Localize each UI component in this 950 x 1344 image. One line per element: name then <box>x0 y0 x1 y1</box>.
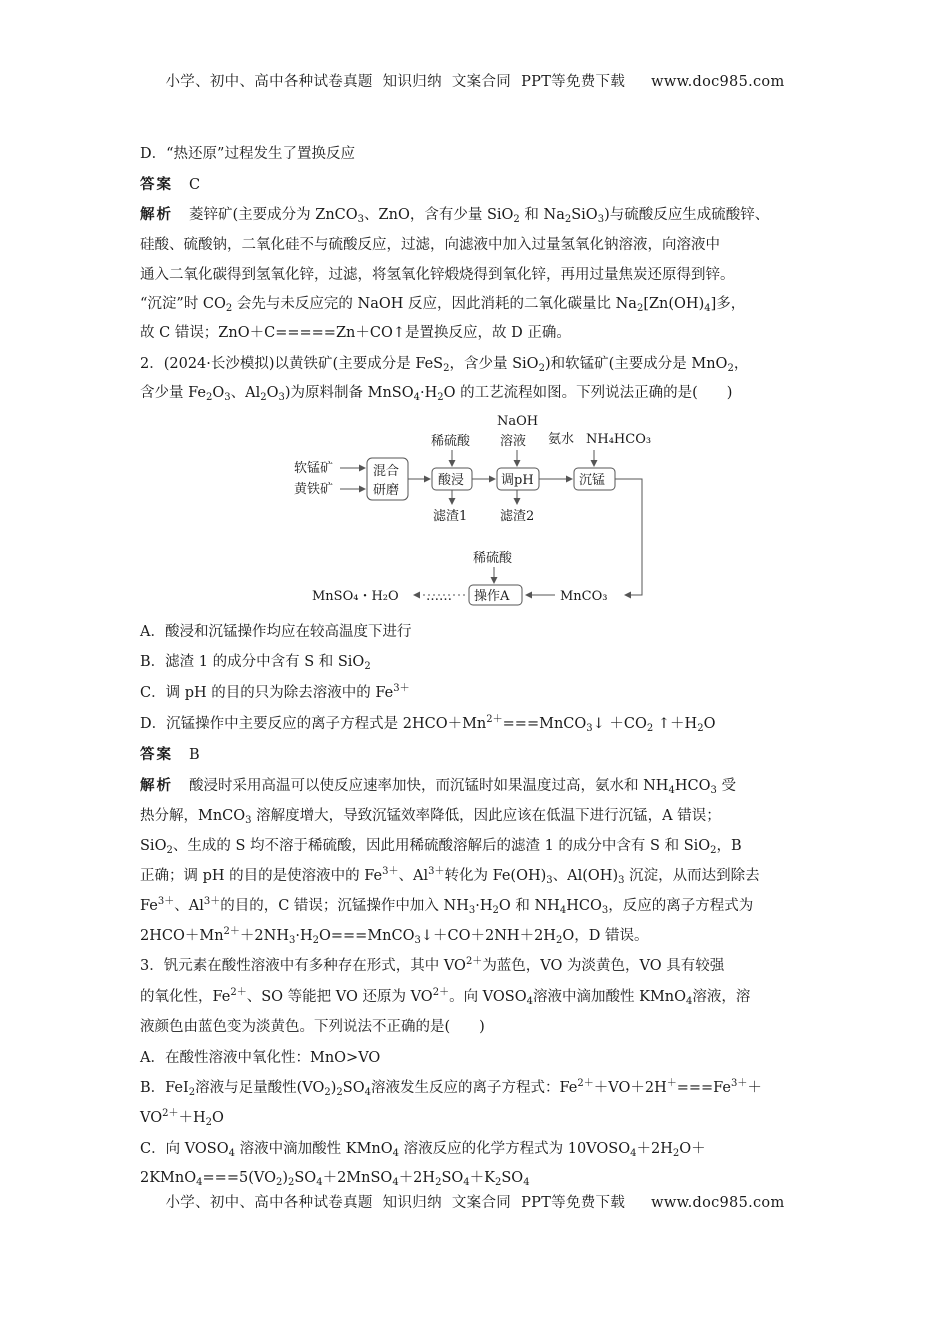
header-url[interactable]: www.doc985.com <box>651 74 785 90</box>
subscript: 2 <box>166 845 173 856</box>
text: O <box>212 1110 224 1126</box>
text: ) <box>330 1080 337 1096</box>
text: ＋2H <box>398 1170 436 1186</box>
q2-stem <box>140 383 732 403</box>
subscript: 4 <box>196 1177 203 1188</box>
text: O 和 NH <box>498 898 560 914</box>
subscript: 3 <box>586 723 593 734</box>
subscript: 3 <box>357 214 365 225</box>
subscript: 2 <box>636 303 644 314</box>
text: ＋2MnSO <box>322 1170 393 1186</box>
step-label: 调pH <box>501 473 534 488</box>
text: 的目的，C 错误；沉锰操作中加入 NH <box>220 898 469 914</box>
text: ＋VO＋2H <box>593 1080 667 1096</box>
header-item: PPT等免费下载 <box>521 74 626 90</box>
subscript: 2 <box>710 845 717 856</box>
text: SO <box>294 1170 317 1186</box>
text: [Zn(OH) <box>643 296 705 312</box>
text: 和 Na <box>519 207 565 223</box>
q1-analysis-line: 故 C 错误；ZnO＋C=====Zn＋CO↑是置换反应，故 D 正确。 <box>140 325 571 341</box>
q1-answer <box>140 175 200 195</box>
text: ＋2H <box>636 1141 673 1157</box>
reagent-label: 稀硫酸 <box>473 551 513 566</box>
q1-option-d: D．“热还原”过程发生了置换反应 <box>140 146 355 162</box>
residue-label: 滤渣2 <box>500 509 535 524</box>
q2-analysis-line <box>140 806 721 826</box>
text: ＋2NH <box>239 928 289 944</box>
subscript: 2 <box>564 214 572 225</box>
q1-analysis-line: 通入二氧化碳得到氢氧化锌，过滤，将氢氧化锌煅烧得到氧化锌，再用过量焦炭还原得到锌。 <box>140 267 735 283</box>
reagent-label: 溶液 <box>500 434 527 449</box>
answer-value: B <box>189 747 200 763</box>
superscript: 2＋ <box>486 714 503 725</box>
text: ) <box>282 1170 288 1186</box>
header-item: 小学、初中、高中各种试卷真题 <box>165 74 373 90</box>
subscript: 3 <box>245 815 252 826</box>
footer-url[interactable]: www.doc985.com <box>651 1195 785 1211</box>
text: ↓＋CO＋2NH＋2H <box>420 928 556 944</box>
text: ↑＋H <box>653 716 698 732</box>
subscript: 4 <box>668 785 675 796</box>
text: 沉淀，从而达到除去 <box>624 868 760 884</box>
superscript: 2＋ <box>432 987 450 998</box>
text: 、ZnO，含有少量 SiO <box>364 207 514 223</box>
text: 溶液与足量酸性(VO <box>195 1080 325 1096</box>
subscript: 3 <box>288 935 296 946</box>
q2-option-d <box>140 714 715 734</box>
subscript: 2 <box>494 1177 502 1188</box>
subscript: 4 <box>316 1177 323 1188</box>
subscript: 4 <box>523 1177 530 1188</box>
text: O===MnCO <box>319 928 415 944</box>
text: ＋H <box>178 1110 206 1126</box>
text: O＋ <box>679 1141 706 1157</box>
text: SO <box>342 1080 365 1096</box>
text: 2．(2024·长沙模拟)以黄铁矿(主要成分是 FeS <box>140 356 444 372</box>
text: 转化为 Fe(OH) <box>444 868 547 884</box>
text: 3．钒元素在酸性溶液中有多种存在形式，其中 VO <box>140 958 466 974</box>
product-label: MnSO₄・H₂O <box>312 589 399 604</box>
superscript: 3＋ <box>393 683 410 694</box>
text: 的氧化性，Fe <box>140 989 231 1005</box>
subscript: 4 <box>228 1148 236 1159</box>
text: 2KMnO <box>140 1170 197 1186</box>
text: ，反应的离子方程式为 <box>608 898 754 914</box>
superscript: 3＋ <box>731 1078 748 1089</box>
text: 2HCO＋Mn <box>140 928 224 944</box>
subscript: 3 <box>597 214 605 225</box>
superscript: 2＋ <box>465 956 483 967</box>
text: ·H <box>475 898 493 914</box>
subscript: 2 <box>697 723 704 734</box>
arrow <box>615 479 642 595</box>
subscript: 2 <box>336 1087 343 1098</box>
q3-option-a: A．在酸性溶液中氧化性：MnO>VO <box>140 1050 381 1066</box>
subscript: 3 <box>278 392 285 403</box>
superscript: 3＋ <box>203 896 221 907</box>
superscript: 3＋ <box>382 866 399 877</box>
subscript: 4 <box>704 303 711 314</box>
q2-answer <box>140 745 200 765</box>
q1-analysis-line <box>140 294 745 314</box>
input-label: 软锰矿 <box>294 461 334 476</box>
text: SO <box>501 1170 524 1186</box>
subscript: 2 <box>513 214 520 225</box>
subscript: 3 <box>618 875 625 886</box>
subscript: 2 <box>275 1177 283 1188</box>
analysis-label: 解析 <box>140 206 173 223</box>
answer-label: 答案 <box>140 176 173 193</box>
footer-item: 小学、初中、高中各种试卷真题 <box>165 1195 373 1211</box>
q3-option-c <box>140 1168 530 1188</box>
step-label: 混合 <box>373 464 400 479</box>
q1-analysis-line: 硅酸、硫酸钠，二氧化硅不与硫酸反应，过滤，向滤液中加入过量氢氧化钠溶液，向溶液中 <box>140 237 720 253</box>
subscript: 2 <box>364 661 371 672</box>
text: 、Al <box>174 898 204 914</box>
text: 、SO 等能把 VO 还原为 VO <box>246 989 433 1005</box>
subscript: 2 <box>538 363 545 374</box>
q1-analysis-line <box>140 205 769 225</box>
text: 、Al <box>398 868 429 884</box>
q2-option-b <box>140 652 371 672</box>
text: 溶液中滴加酸性 KMnO <box>235 1141 393 1157</box>
q3-option-b <box>140 1078 762 1098</box>
text: ]多， <box>710 296 746 312</box>
text: ，B <box>716 838 742 854</box>
subscript: 2 <box>492 905 499 916</box>
q3-stem <box>140 987 750 1007</box>
page-footer <box>0 1191 950 1212</box>
q3-stem <box>140 956 724 976</box>
subscript: 4 <box>463 1177 470 1188</box>
subscript: 3 <box>601 905 609 916</box>
text: ===MnCO <box>502 716 587 732</box>
subscript: 2 <box>435 1177 442 1188</box>
intermediate-label: MnCO₃ <box>560 589 608 604</box>
superscript: 2＋ <box>162 1108 179 1119</box>
text: O <box>266 385 279 401</box>
text: 正确；调 pH 的目的是使溶液中的 Fe <box>140 868 383 884</box>
text: ↓ ＋CO <box>592 716 647 732</box>
text: 受 <box>716 778 736 794</box>
text: O <box>212 385 225 401</box>
q2-option-c <box>140 683 410 703</box>
text: “沉淀”时 CO <box>140 296 226 312</box>
subscript: 2 <box>443 363 450 374</box>
step-label: 研磨 <box>373 483 400 498</box>
subscript: 4 <box>526 996 533 1007</box>
text: VO <box>140 1110 163 1126</box>
analysis-label: 解析 <box>140 777 173 794</box>
process-flow-diagram <box>290 410 660 610</box>
q2-analysis-line <box>140 866 760 886</box>
text: 溶液发生反应的离子方程式：Fe <box>371 1080 578 1096</box>
text: 溶解度增大，导致沉锰效率降低，因此应该在低温下进行沉锰，A 错误； <box>251 808 721 824</box>
reagent-label: 氨水 <box>548 432 575 447</box>
text: ===Fe <box>676 1080 732 1096</box>
text: B．FeI <box>140 1080 189 1096</box>
text: 、Al(OH) <box>552 868 619 884</box>
text: SiO <box>140 838 167 854</box>
text: 会先与未反应完的 NaOH 反应，因此消耗的二氧化碳量比 Na <box>232 296 637 312</box>
text: SiO <box>571 207 598 223</box>
input-label: 黄铁矿 <box>294 482 334 497</box>
superscript: 3＋ <box>157 896 175 907</box>
subscript: 2 <box>324 1087 331 1098</box>
subscript: 3 <box>224 392 231 403</box>
answer-label: 答案 <box>140 746 173 763</box>
footer-item: 知识归纳 <box>382 1195 442 1211</box>
text: 、Al <box>230 385 261 401</box>
superscript: 2＋ <box>577 1078 594 1089</box>
q3-option-c <box>140 1139 706 1159</box>
superscript: ＋ <box>666 1078 677 1089</box>
answer-value: C <box>189 177 201 193</box>
q2-stem <box>140 354 748 374</box>
subscript: 2 <box>205 1117 213 1128</box>
text: ，含少量 SiO <box>449 356 539 372</box>
subscript: 2 <box>225 303 233 314</box>
page-header <box>0 70 950 91</box>
subscript: 2 <box>646 723 654 734</box>
text: C．调 pH 的目的只为除去溶液中的 Fe <box>140 685 394 701</box>
q2-analysis-line <box>140 926 648 946</box>
step-label: 酸浸 <box>438 473 465 488</box>
text: )和软锰矿(主要成分是 MnO <box>544 356 728 372</box>
text: 。向 VOSO <box>449 989 527 1005</box>
subscript: 3 <box>710 785 717 796</box>
text: ＋K <box>469 1170 495 1186</box>
subscript: 2 <box>727 363 734 374</box>
text: HCO <box>566 898 602 914</box>
subscript: 2 <box>437 392 444 403</box>
subscript: 4 <box>413 392 421 403</box>
footer-item: PPT等免费下载 <box>521 1195 626 1211</box>
footer-item: 文案合同 <box>451 1195 512 1211</box>
reagent-label: 稀硫酸 <box>431 434 471 449</box>
reagent-label: NH₄HCO₃ <box>586 432 652 447</box>
text: 酸浸时采用高温可以使反应速率加快，而沉锰时如果温度过高，氨水和 NH <box>189 778 669 794</box>
text: ·H <box>420 385 438 401</box>
subscript: 2 <box>312 935 319 946</box>
subscript: 2 <box>288 1177 295 1188</box>
text: C．向 VOSO <box>140 1141 229 1157</box>
subscript: 3 <box>414 935 421 946</box>
text: 溶液，溶 <box>692 989 751 1005</box>
q2-analysis-line <box>140 776 736 796</box>
subscript: 4 <box>364 1087 371 1098</box>
q3-stem: 液颜色由蓝色变为淡黄色。下列说法不正确的是( ) <box>140 1019 485 1035</box>
text: 、生成的 S 均不溶于稀硫酸，因此用稀硫酸溶解后的滤渣 1 的成分中含有 S 和 SiO <box>172 838 711 854</box>
text: )为原料制备 MnSO <box>284 385 414 401</box>
q2-option-a: A．酸浸和沉锰操作均应在较高温度下进行 <box>140 624 412 640</box>
subscript: 3 <box>468 905 476 916</box>
text: O 的工艺流程如图。下列说法正确的是( ) <box>443 385 733 401</box>
text: B．滤渣 1 的成分中含有 S 和 SiO <box>140 654 365 670</box>
residue-label: 滤渣1 <box>433 509 468 524</box>
text: ===5(VO <box>202 1170 276 1186</box>
text: O <box>703 716 716 732</box>
superscript: 2＋ <box>223 926 240 937</box>
q2-analysis-line <box>140 896 753 916</box>
text: ＋ <box>747 1080 762 1096</box>
step-label: 操作A <box>474 589 510 604</box>
subscript: 2 <box>555 935 563 946</box>
header-item: 文案合同 <box>451 74 512 90</box>
text: O，D 错误。 <box>562 928 649 944</box>
subscript: 2 <box>205 392 213 403</box>
subscript: 4 <box>630 1148 637 1159</box>
dots: …… <box>426 589 452 604</box>
text: 溶液反应的化学方程式为 10VOSO <box>399 1141 631 1157</box>
subscript: 4 <box>559 905 567 916</box>
text: HCO <box>674 778 711 794</box>
subscript: 3 <box>546 875 553 886</box>
subscript: 4 <box>686 996 693 1007</box>
q2-analysis-line <box>140 836 742 856</box>
text: D．沉锰操作中主要反应的离子方程式是 2HCO＋Mn <box>140 716 487 732</box>
q3-option-b <box>140 1108 224 1128</box>
text: 溶液中滴加酸性 KMnO <box>533 989 687 1005</box>
text: 菱锌矿(主要成分为 ZnCO <box>189 207 358 223</box>
text: )与硫酸反应生成硫酸锌、 <box>604 207 770 223</box>
header-item: 知识归纳 <box>382 74 442 90</box>
subscript: 2 <box>188 1087 196 1098</box>
text: 含少量 Fe <box>140 385 206 401</box>
text: Fe <box>140 898 158 914</box>
reagent-label: NaOH <box>497 414 539 429</box>
subscript: 4 <box>392 1177 399 1188</box>
superscript: 3＋ <box>428 866 445 877</box>
subscript: 2 <box>672 1148 680 1159</box>
subscript: 4 <box>392 1148 400 1159</box>
text: 为蓝色，VO 为淡黄色，VO 具有较强 <box>482 958 725 974</box>
subscript: 2 <box>260 392 267 403</box>
superscript: 2＋ <box>230 987 247 998</box>
text: ， <box>733 356 749 372</box>
text: ·H <box>295 928 313 944</box>
step-label: 沉锰 <box>579 473 606 488</box>
text: 热分解，MnCO <box>140 808 246 824</box>
text: SO <box>441 1170 464 1186</box>
